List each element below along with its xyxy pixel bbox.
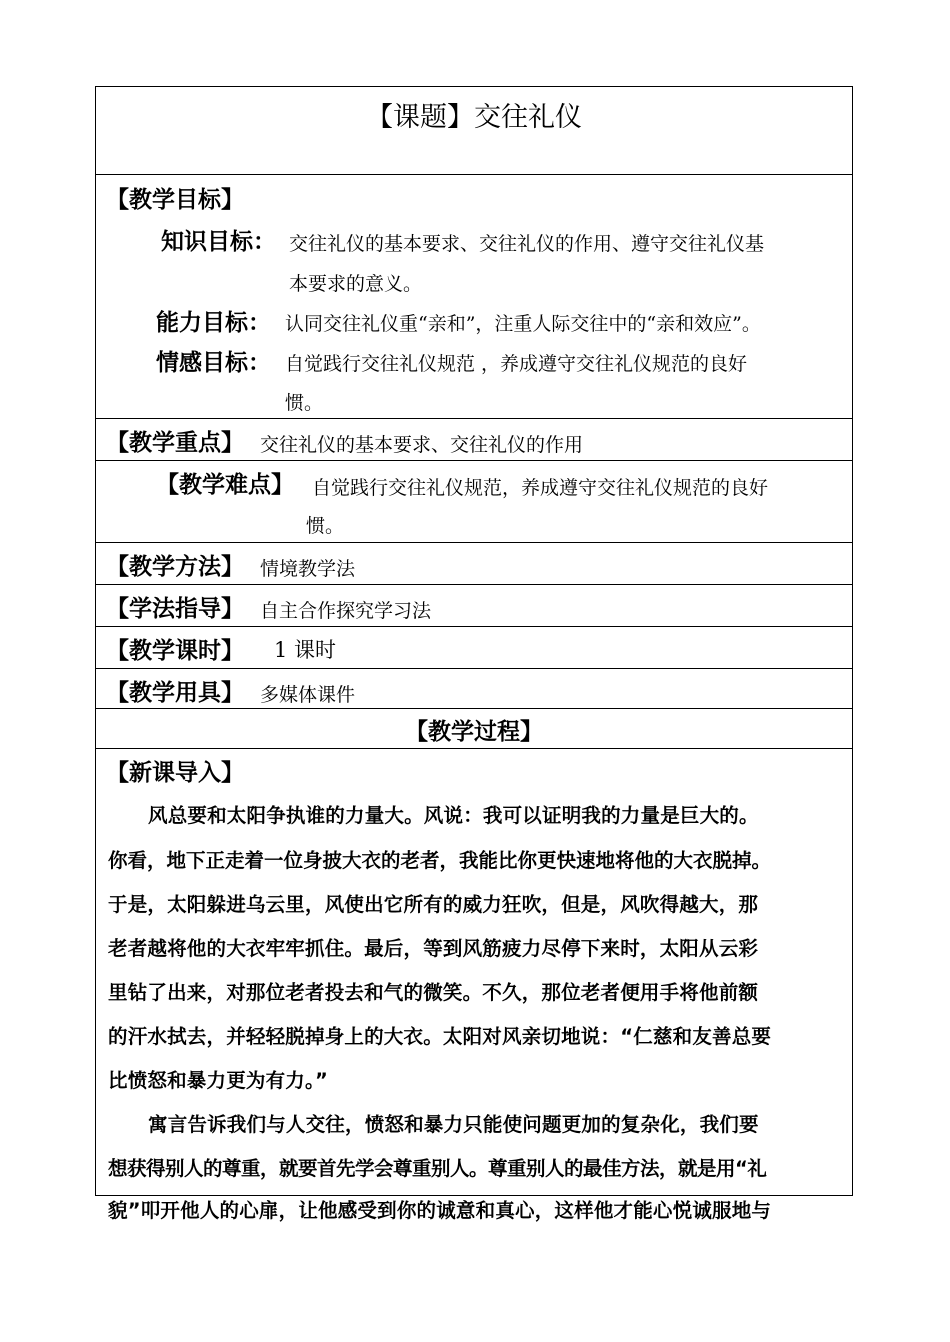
intro-line: 里钻了出来，对那位老者投去和气的微笑。不久，那位老者便用手将他前额: [108, 981, 759, 1004]
objectives-row: [96, 175, 852, 419]
intro-line: 貌”叩开他人的心扉，让他感受到你的诚意和真心，这样他才能心悦诚服地与: [108, 1199, 772, 1222]
difficulties-line-2: 惯。: [306, 515, 345, 537]
knowledge-line-2: 本要求的意义。: [289, 273, 423, 295]
emotion-label: 情感目标：: [156, 350, 271, 376]
study-guide-row: [96, 585, 852, 627]
title-row: [96, 87, 852, 175]
ability-label: 能力目标：: [156, 310, 271, 336]
intro-line: 风总要和太阳争执谁的力量大。风说：我可以证明我的力量是巨大的。: [148, 804, 759, 827]
method-value: 情境教学法: [260, 558, 356, 580]
study-guide-value: 自主合作探究学习法: [260, 600, 432, 622]
hours-value: 1 课时: [274, 638, 337, 662]
study-guide-label: 【学法指导】: [106, 596, 244, 622]
objectives-heading: 【教学目标】: [106, 187, 244, 213]
intro-line: 于是，太阳躲进乌云里，风使出它所有的威力狂吹，但是，风吹得越大，那: [108, 893, 759, 916]
emotion-line-2: 惯。: [285, 392, 324, 414]
intro-heading: 【新课导入】: [106, 760, 244, 786]
intro-line: 你看，地下正走着一位身披大衣的老者，我能比你更快速地将他的大衣脱掉。: [108, 849, 772, 872]
page-title: 【课题】交往礼仪: [366, 102, 582, 133]
knowledge-label: 知识目标：: [161, 229, 276, 255]
key-points-label: 【教学重点】: [106, 430, 244, 456]
intro-line: 的汗水拭去，并轻轻脱掉身上的大衣。太阳对风亲切地说：“仁慈和友善总要: [108, 1025, 772, 1048]
method-label: 【教学方法】: [106, 554, 244, 580]
intro-line: 比愤怒和暴力更为有力。”: [108, 1069, 328, 1092]
process-heading-row: [96, 709, 852, 749]
ability-text: 认同交往礼仪重“亲和”，注重人际交往中的“亲和效应”。: [285, 313, 761, 335]
difficulties-label: 【教学难点】: [156, 472, 294, 498]
emotion-line-1: 自觉践行交往礼仪规范 ，养成遵守交往礼仪规范的良好: [285, 353, 748, 375]
tools-value: 多媒体课件: [260, 684, 356, 706]
difficulties-row: [96, 461, 852, 543]
key-points-row: [96, 419, 852, 461]
intro-line: 寓言告诉我们与人交往，愤怒和暴力只能使问题更加的复杂化，我们要: [148, 1113, 759, 1136]
lesson-plan-table: [95, 86, 853, 1222]
intro-row: [96, 749, 852, 1222]
hours-row: [96, 627, 852, 669]
method-row: [96, 543, 852, 585]
tools-label: 【教学用具】: [106, 680, 244, 706]
knowledge-line-1: 交往礼仪的基本要求、交往礼仪的作用、遵守交往礼仪基: [289, 233, 765, 255]
key-points-value: 交往礼仪的基本要求、交往礼仪的作用: [260, 434, 584, 456]
hours-label: 【教学课时】: [106, 638, 244, 664]
intro-line: 想获得别人的尊重，就要首先学会尊重别人。尊重别人的最佳方法，就是用“礼: [108, 1157, 767, 1180]
process-heading: 【教学过程】: [405, 719, 543, 745]
difficulties-line-1: 自觉践行交往礼仪规范，养成遵守交往礼仪规范的良好: [312, 477, 769, 499]
tools-row: [96, 669, 852, 709]
intro-line: 老者越将他的大衣牢牢抓住。最后，等到风筋疲力尽停下来时，太阳从云彩: [108, 937, 759, 960]
